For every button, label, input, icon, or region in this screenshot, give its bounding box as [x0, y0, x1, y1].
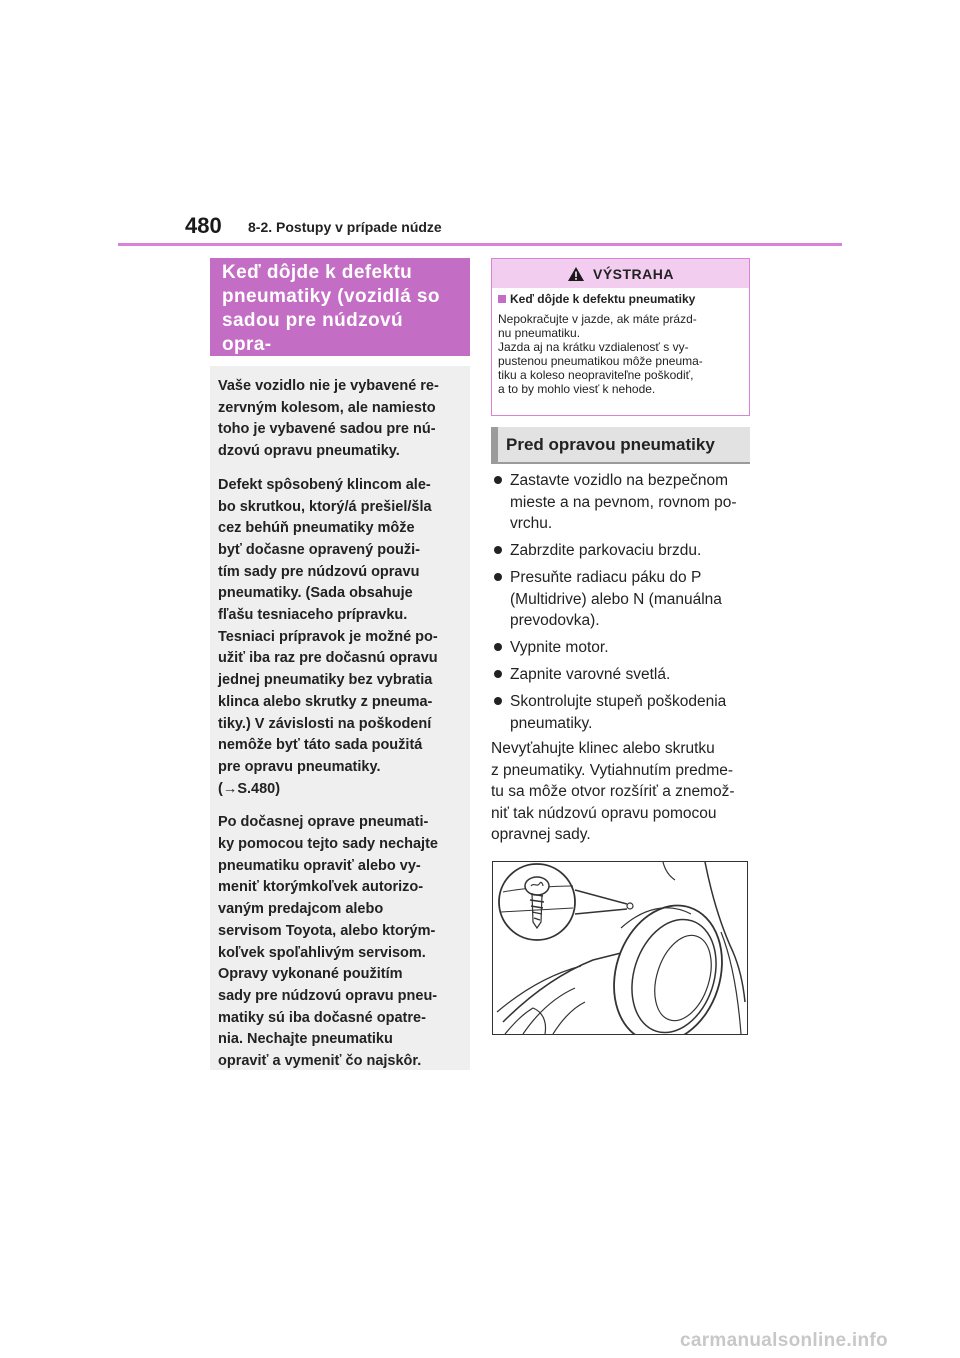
defect-paragraph	[218, 475, 462, 801]
text-line: Presuňte radiacu páku do P	[510, 569, 702, 586]
text-line: Defekt spôsobený klincom ale-	[218, 476, 431, 493]
text-line: pneumatiky.	[510, 714, 593, 732]
nail-paragraph	[491, 738, 756, 846]
text-line: Po dočasnej oprave pneumati-	[218, 814, 429, 831]
text-line: toho je vybavené sadou pre nú-	[218, 421, 436, 438]
text-line: nemôže byť táto sada použitá	[218, 737, 423, 754]
text-line: pneumatiky. (Sada obsahuje	[218, 585, 413, 602]
text-line: mieste a na pevnom, rovnom po-	[510, 493, 737, 511]
tire-screw-drawing	[493, 862, 747, 1034]
text-line: nu pneumatiku.	[498, 326, 581, 340]
text-line: Vypnite motor.	[510, 639, 609, 656]
text-line: pustenou pneumatikou môže pneuma-	[498, 354, 703, 368]
text-line: Nepokračujte v jazde, ak máte prázd-	[498, 312, 697, 326]
text-line: matiky sú iba dočasné opatre-	[218, 1009, 426, 1026]
title-line: pneumatiky (vozidlá so	[222, 286, 440, 307]
watermark: carmanualsonline.info	[680, 1330, 888, 1351]
text-line: opraviť a vymeniť čo najskôr.	[218, 1053, 422, 1070]
list-item	[493, 637, 753, 659]
title-line: sadou pre núdzovú opra-	[222, 310, 403, 355]
text-line: užiť iba raz pre dočasnú opravu	[218, 650, 438, 667]
text-line: Skontrolujte stupeň poškodenia	[510, 693, 727, 710]
page-reference-link[interactable]: (→S.480)	[218, 780, 281, 797]
header-rule	[118, 243, 842, 246]
section-label: 8-2. Postupy v prípade núdze	[248, 219, 442, 235]
warning-triangle-icon	[567, 266, 585, 282]
text-line: Vaše vozidlo nie je vybavené re-	[218, 378, 439, 394]
square-bullet-icon	[498, 295, 506, 303]
text-line: vaným predajcom alebo	[218, 901, 384, 918]
tire-illustration	[492, 861, 748, 1035]
left-title-box	[210, 258, 470, 356]
text-line: tu sa môže otvor rozšíriť a znemož-	[491, 783, 735, 800]
list-item	[493, 470, 753, 535]
text-line: ky pomocou tejto sady nechajte	[218, 836, 438, 853]
list-item	[493, 567, 753, 632]
text-line: sady pre núdzovú opravu pneu-	[218, 987, 438, 1004]
text-line: nia. Nechajte pneumatiku	[218, 1031, 393, 1048]
repair-paragraph	[218, 812, 462, 1072]
text-line: z pneumatiky. Vytiahnutím predme-	[491, 761, 734, 779]
text-line: tím sady pre núdzovú opravu	[218, 563, 420, 580]
text-line: zervným kolesom, ale namiesto	[218, 399, 436, 416]
warning-subtitle	[498, 292, 749, 306]
text-line: dzovú opravu pneumatiky.	[218, 443, 400, 460]
warning-title: VÝSTRAHA	[592, 265, 674, 282]
text-line: prevodovka).	[510, 612, 600, 629]
text-line: jednej pneumatiky bez vybratia	[218, 672, 433, 689]
text-line: Zabrzdite parkovaciu brzdu.	[510, 542, 702, 559]
list-item	[493, 691, 753, 734]
text-line: a to by mohlo viesť k nehode.	[498, 382, 656, 396]
warning-header	[492, 259, 749, 288]
text-line: Jazda aj na krátku vzdialenosť s vy-	[498, 340, 689, 354]
text-line: Tesniaci prípravok je možné po-	[218, 628, 438, 645]
text-line: vrchu.	[510, 515, 553, 532]
text-line: pneumatiku opraviť alebo vy-	[218, 857, 421, 874]
text-line: koľvek spoľahlivým servisom.	[218, 944, 426, 961]
left-body-panel	[210, 366, 470, 1070]
text-line: tiky.) V závislosti na poškodení	[218, 715, 432, 732]
text-line: pre opravu pneumatiky.	[218, 758, 381, 775]
text-line: Nevyťahujte klinec alebo skrutku	[491, 740, 715, 757]
text-line: tiku a koleso neopraviteľne poškodiť,	[498, 368, 694, 382]
text-line: opravnej sady.	[491, 826, 591, 843]
text-line: meniť ktorýmkoľvek autorizo-	[218, 879, 424, 896]
text-line: Zapnite varovné svetlá.	[510, 666, 671, 683]
text-line: klinca alebo skrutky z pneuma-	[218, 693, 433, 710]
warning-box	[491, 258, 750, 416]
intro-paragraph	[218, 376, 462, 463]
text-line: byť dočasne opravený použi-	[218, 541, 420, 558]
warning-subtitle-text: Keď dôjde k defektu pneumatiky	[510, 292, 696, 306]
title-line: Keď dôjde k defektu	[222, 262, 413, 283]
steps-list	[493, 470, 753, 740]
list-item	[493, 664, 753, 686]
page-number: 480	[185, 213, 222, 238]
right-heading	[491, 427, 750, 464]
right-heading-text: Pred opravou pneumatiky	[506, 434, 715, 454]
list-item	[493, 540, 753, 562]
text-line: fľašu tesniaceho prípravku.	[218, 607, 408, 624]
text-line: niť tak núdzovú opravu pomocou	[491, 804, 717, 822]
warning-text	[498, 312, 749, 396]
text-line: cez behúň pneumatiky môže	[218, 520, 415, 537]
text-line: Zastavte vozidlo na bezpečnom	[510, 472, 728, 489]
text-line: bo skrutkou, ktorý/á prešiel/šla	[218, 498, 432, 515]
text-line: servisom Toyota, alebo ktorým-	[218, 922, 436, 939]
text-line: (Multidrive) alebo N (manuálna	[510, 590, 722, 608]
text-line: Opravy vykonané použitím	[218, 966, 403, 983]
